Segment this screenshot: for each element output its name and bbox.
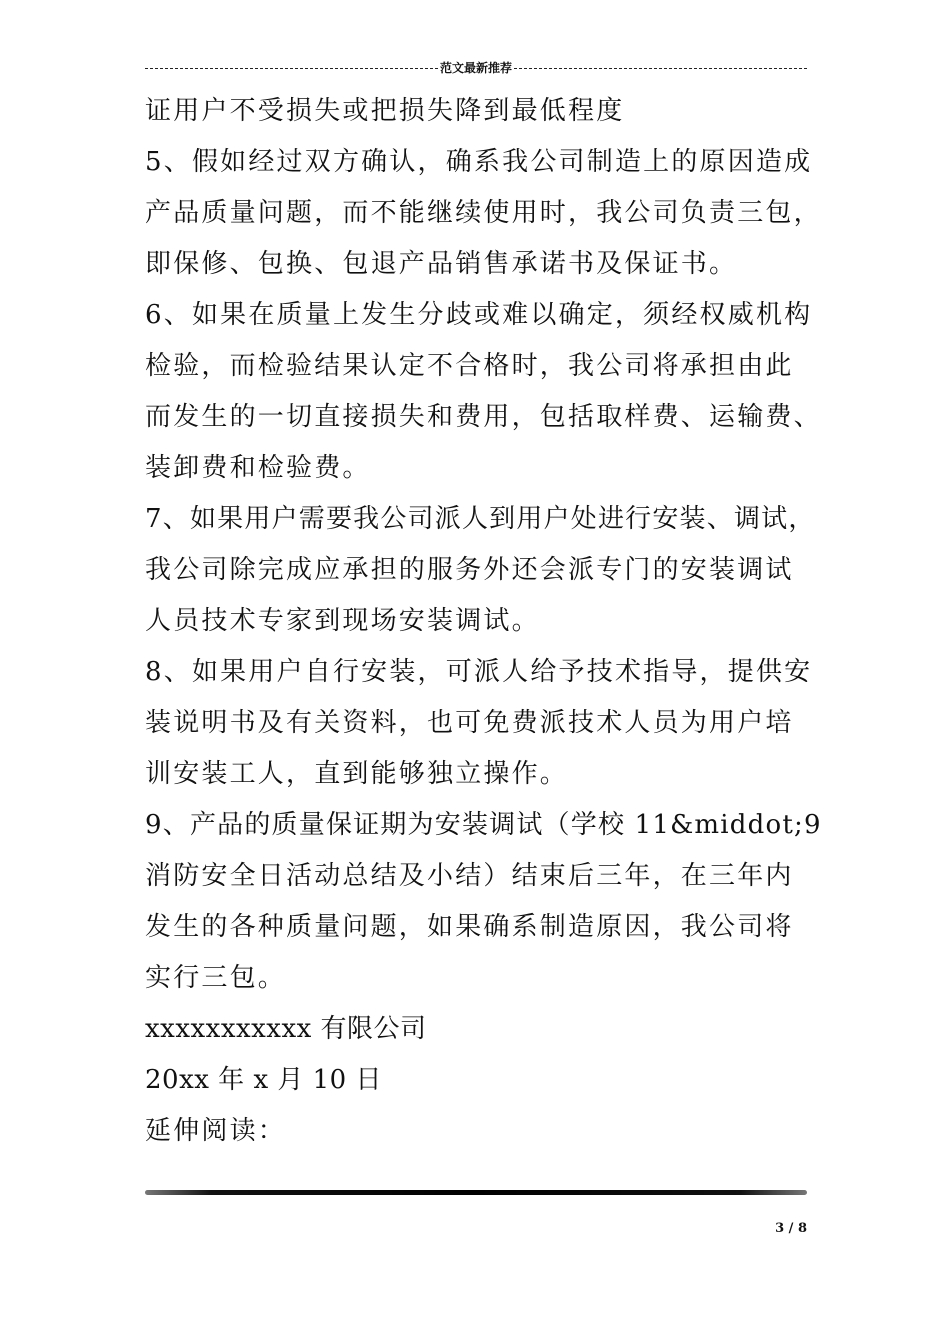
text-line: 而发生的一切直接损失和费用，包括取样费、运输费、	[145, 402, 822, 432]
signature-date: 20xx 年 x 月 10 日	[145, 1065, 382, 1095]
header-dash-left	[145, 68, 438, 69]
footer-rule	[145, 1190, 807, 1195]
text-line: 7、如果用户需要我公司派人到用户处进行安装、调试，	[145, 504, 816, 534]
text-line: 装卸费和检验费。	[145, 453, 371, 483]
header-title: 范文最新推荐	[440, 61, 513, 75]
text-line: 装说明书及有关资料，也可免费派技术人员为用户培	[145, 708, 794, 738]
text-line: 训安装工人，直到能够独立操作。	[145, 759, 569, 789]
text-line: 5、假如经过双方确认，确系我公司制造上的原因造成	[145, 147, 813, 177]
text-line: 我公司除完成应承担的服务外还会派专门的安装调试	[145, 555, 794, 585]
page-header	[145, 58, 807, 78]
header-dash-right	[514, 68, 807, 69]
text-line: 6、如果在质量上发生分歧或难以确定，须经权威机构	[145, 300, 813, 330]
text-line: 产品质量问题，而不能继续使用时，我公司负责三包，	[145, 198, 822, 228]
text-line: 实行三包。	[145, 963, 287, 993]
company-signature: xxxxxxxxxxx 有限公司	[145, 1014, 427, 1044]
text-line: 8、如果用户自行安装，可派人给予技术指导，提供安	[145, 657, 813, 687]
text-line: 发生的各种质量问题，如果确系制造原因，我公司将	[145, 912, 794, 942]
document-body	[145, 86, 822, 1157]
page-number: 3 / 8	[775, 1221, 807, 1236]
text-line: 9、产品的质量保证期为安装调试（学校 11&middot;9	[145, 810, 822, 840]
text-line: 证用户不受损失或把损失降到最低程度	[145, 96, 625, 126]
text-line: 消防安全日活动总结及小结）结束后三年，在三年内	[145, 861, 794, 891]
text-line: 人员技术专家到现场安装调试。	[145, 606, 540, 636]
text-line: 检验，而检验结果认定不合格时，我公司将承担由此	[145, 351, 794, 381]
extended-reading-label: 延伸阅读：	[145, 1116, 287, 1146]
text-line: 即保修、包换、包退产品销售承诺书及保证书。	[145, 249, 738, 279]
